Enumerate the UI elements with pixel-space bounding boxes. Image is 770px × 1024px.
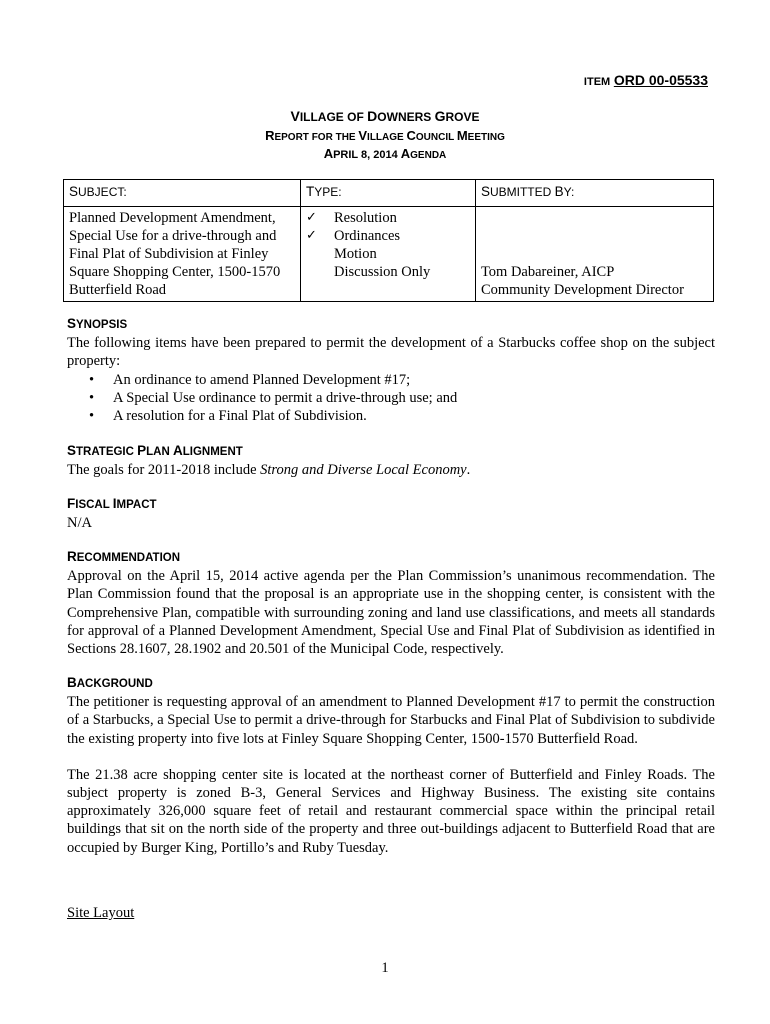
agenda-meta-table	[63, 179, 714, 302]
type-cell	[301, 207, 476, 302]
subject-header: SUBJECT:	[64, 180, 301, 207]
submitted-by-header: SUBMITTED BY:	[475, 180, 713, 207]
type-option: Motion	[334, 246, 377, 262]
list-item: • An ordinance to amend Planned Development #17;	[67, 371, 715, 389]
list-item: • A Special Use ordinance to permit a drive-through use; and	[67, 389, 715, 407]
background-paragraph-2: The 21.38 acre shopping center site is located at the northeast corner of Butterfield and Finley Roads. The subject property is zoned B-3, General Services and Highway Business. The existing site contains approximately 326,000 square feet of retail and restaurant commercial space within the principal retail buildings that sit on the north side of the property and three out-buildings adjacent to Butterfield Road that are occupied by Burger King, Portillo’s and Ruby Tuesday.	[67, 766, 715, 856]
type-option: Discussion Only	[334, 264, 431, 280]
subject-cell: Planned Development Amendment, Special Use for a drive-through and Final Plat of Subdivision at Finley Square Shopping Center, 1500-1570 Butterfield Road	[64, 207, 301, 302]
page-number: 1	[381, 960, 389, 976]
submitter-name: Tom Dabareiner, AICP	[480, 264, 615, 280]
synopsis-list	[67, 371, 715, 426]
type-option: ✓ Ordinances	[306, 228, 401, 244]
fiscal-impact-section	[67, 495, 715, 532]
item-label: ITEM	[583, 76, 611, 88]
fiscal-impact-heading: FISCAL IMPACT	[67, 496, 157, 511]
recommendation-heading: RECOMMENDATION	[67, 549, 181, 564]
checkmark-icon: ✓	[306, 210, 317, 225]
synopsis-heading: SYNOPSIS	[67, 316, 128, 331]
submitted-by-cell	[475, 207, 713, 302]
meta-table-body-row	[64, 207, 714, 302]
strategic-plan-text: The goals for 2011-2018 include Strong and Diverse Local Economy.	[67, 462, 471, 479]
strategic-plan-heading: STRATEGIC PLAN ALIGNMENT	[67, 443, 243, 458]
synopsis-section	[67, 315, 715, 425]
item-number-line	[584, 72, 708, 88]
type-header: TYPE:	[301, 180, 476, 207]
background-paragraph-1: The petitioner is requesting approval of an amendment to Planned Development #17 to permit the construction of a Starbucks, a Special Use to permit a drive-through for Starbucks and Final Plat of Subdivision to subdivide the existing property into five lots at Finley Square Shopping Center, 1500-1570 Butterfield Road.	[67, 694, 715, 747]
type-option: ✓ Resolution	[306, 210, 397, 226]
submitter-title: Community Development Director	[480, 282, 684, 298]
meta-table-header-row	[64, 180, 714, 207]
list-item: • A resolution for a Final Plat of Subdivision.	[67, 407, 715, 425]
background-section	[67, 674, 715, 857]
background-heading: BACKGROUND	[67, 675, 153, 690]
strategic-plan-section	[67, 442, 715, 479]
site-layout-heading: Site Layout	[67, 905, 135, 921]
document-title: VILLAGE OF DOWNERS GROVE	[290, 108, 480, 124]
meeting-date: APRIL 8, 2014 AGENDA	[323, 146, 447, 161]
checkmark-icon: ✓	[306, 228, 317, 243]
document-subtitle: REPORT FOR THE VILLAGE COUNCIL MEETING	[265, 128, 505, 143]
synopsis-text: The following items have been prepared to permit the development of a Starbucks coffee shop on the subject property:	[67, 335, 715, 370]
recommendation-text: Approval on the April 15, 2014 active agenda per the Plan Commission’s unanimous recommendation. The Plan Commission found that the proposal is an appropriate use in the shopping center, is consistent with the Comprehensive Plan, compatible with surrounding zoning and land use classifications, and meets all standards for approval of a Planned Development Amendment, Special Use and Final Plat of Subdivision as identified in Sections 28.1607, 28.1902 and 20.501 of the Municipal Code, respectively.	[67, 568, 715, 658]
item-number: ORD 00-05533	[613, 72, 708, 88]
recommendation-section	[67, 548, 715, 658]
fiscal-impact-text: N/A	[67, 515, 92, 532]
